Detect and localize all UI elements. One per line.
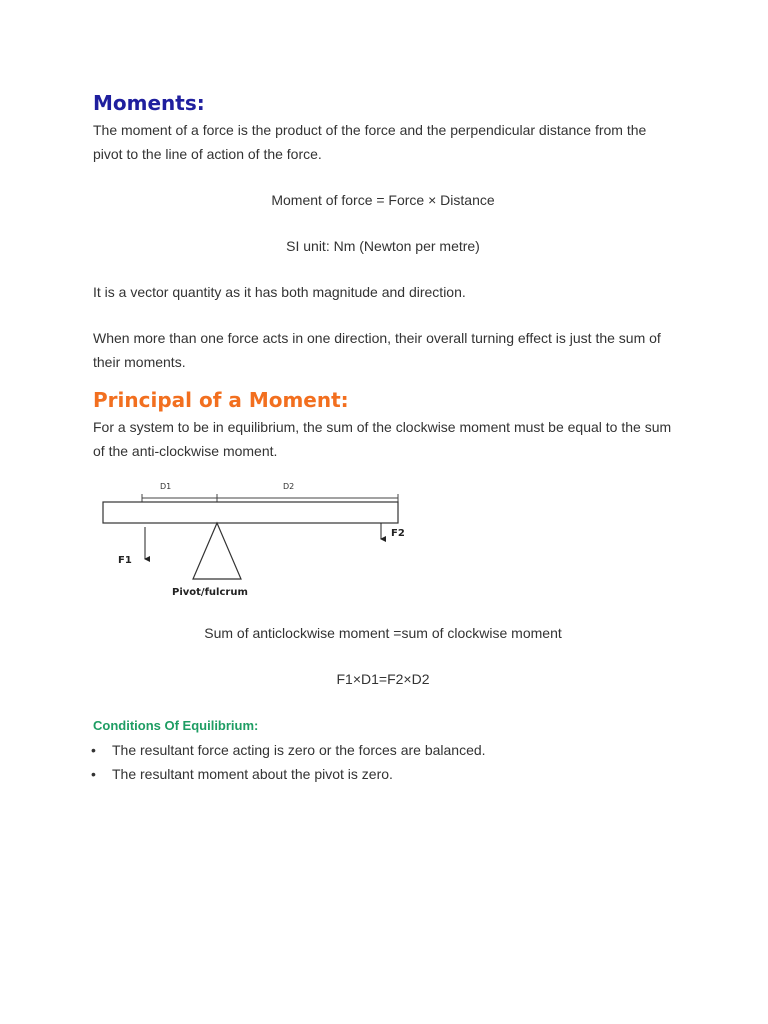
condition-text: The resultant force acting is zero or the forces are balanced.	[112, 742, 486, 758]
conditions-list	[93, 738, 673, 786]
equilibrium-definition: For a system to be in equilibrium, the sum of the clockwise moment must be equal to the sum of the anti-clockwise moment.	[93, 419, 672, 459]
heading-conditions-of-equilibrium: Conditions Of Equilibrium:	[93, 718, 259, 733]
bullet-icon: •	[91, 742, 96, 758]
heading-principal-of-moment: Principal of a Moment:	[93, 388, 349, 412]
heading-moments: Moments:	[93, 91, 205, 115]
vector-quantity-text: It is a vector quantity as it has both magnitude and direction.	[93, 284, 466, 300]
list-item	[93, 762, 673, 786]
lever-beam	[103, 502, 398, 523]
bullet-icon: •	[91, 766, 96, 782]
label-d1: D1	[160, 482, 172, 491]
si-unit: SI unit: Nm (Newton per metre)	[286, 238, 480, 254]
sum-of-moments-text: When more than one force acts in one direction, their overall turning effect is just the sum of their moments.	[93, 330, 661, 370]
fulcrum-triangle	[193, 523, 241, 579]
lever-diagram	[93, 479, 413, 603]
label-pivot: Pivot/fulcrum	[172, 587, 248, 598]
label-d2: D2	[283, 482, 295, 491]
label-f2: F2	[391, 528, 405, 539]
moment-formula: Moment of force = Force × Distance	[271, 192, 495, 208]
label-f1: F1	[118, 555, 132, 566]
moments-definition: The moment of a force is the product of the force and the perpendicular distance from the pivot to the line of action of the force.	[93, 122, 647, 162]
condition-text: The resultant moment about the pivot is zero.	[112, 766, 393, 782]
list-item	[93, 738, 673, 762]
moment-balance-statement: Sum of anticlockwise moment =sum of clockwise moment	[204, 625, 562, 641]
document-page	[93, 88, 673, 786]
moment-balance-equation: F1×D1=F2×D2	[336, 671, 430, 687]
